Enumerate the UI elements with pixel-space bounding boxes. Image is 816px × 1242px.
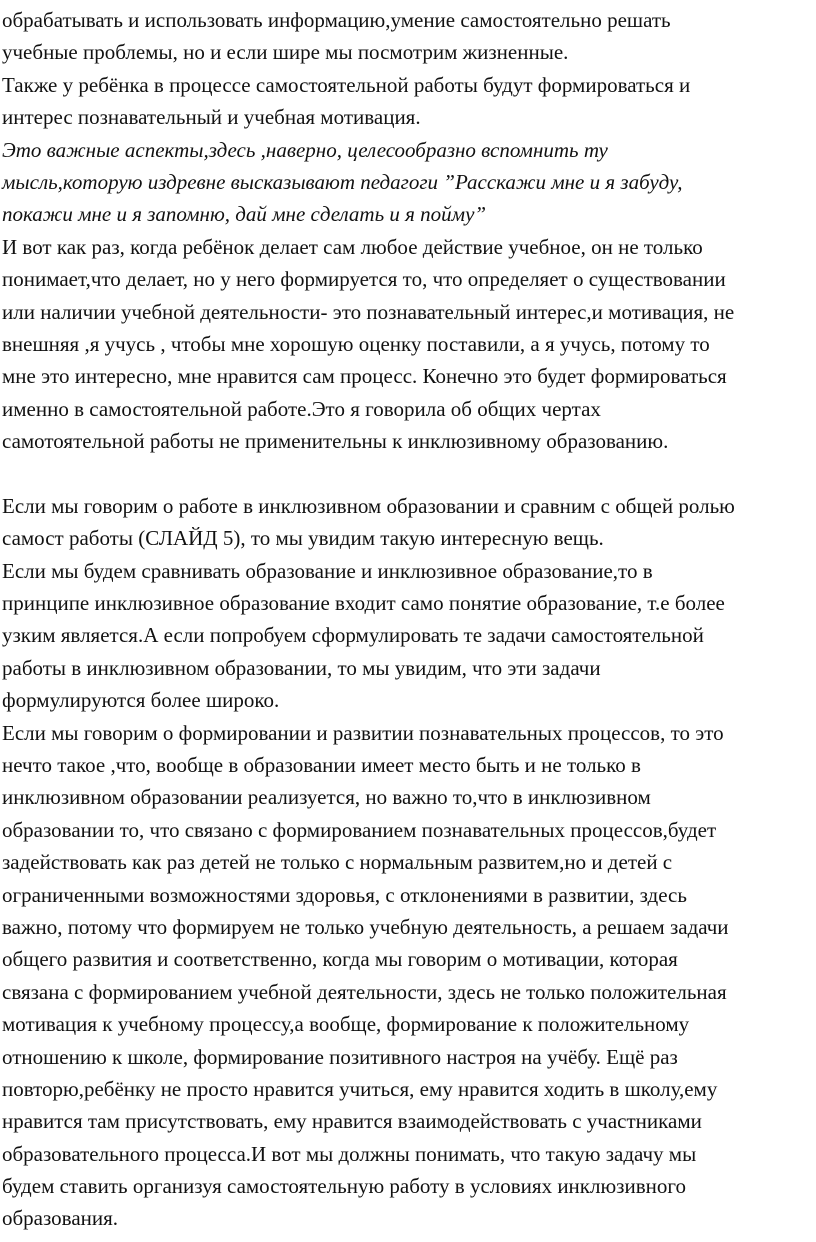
text-line: учебные проблемы, но и если шире мы посмотрим жизненные. [2,40,569,65]
text-line: Также у ребёнка в процессе самостоятельной работы будут формироваться и [2,72,691,97]
text-line: самотоятельной работы не применительны к инклюзивному образованию. [2,429,669,454]
text-line: инклюзивном образовании реализуется, но важно то,что в инклюзивном [2,785,651,810]
text-line: принципе инклюзивное образование входит само понятие образование, т.е более [2,591,725,616]
text-line: общего развития и соответственно, когда мы говорим о мотивации, которая [2,947,678,972]
text-line: узким является.А если попробуем сформулировать те задачи самостоятельной [2,623,704,648]
text-paragraph [2,490,816,555]
text-line: обрабатывать и использовать информацию,умение самостоятельно решать [2,8,671,32]
text-line: образовательного процесса.И вот мы должны понимать, что такую задачу мы [2,1141,697,1166]
text-line: Если мы говорим о формировании и развитии познавательных процессов, то это [2,720,724,745]
text-line: Если мы будем сравнивать образование и инклюзивное образование,то в [2,558,653,583]
text-line: покажи мне и я запомню, дай мне сделать и я пойму” [2,202,487,227]
text-line: нечто такое ,что, вообще в образовании имеет место быть и не только в [2,752,641,777]
text-line: именно в самостоятельной работе.Это я говорила об общих чертах [2,396,601,421]
text-line: образовании то, что связано с формированием познавательных процессов,будет [2,817,717,842]
text-line: будем ставить организуя самостоятельную работу в условиях инклюзивного [2,1174,686,1199]
text-line: внешняя ,я учусь , чтобы мне хорошую оценку поставили, а я учусь, потому то [2,331,710,356]
blank-line [2,457,816,489]
text-line: мысль,которую издревне высказывают педагоги ”Расскажи мне и я забуду, [2,169,683,194]
text-line: понимает,что делает, но у него формируется то, что определяет о существовании [2,267,726,292]
text-paragraph [2,231,816,458]
text-paragraph [2,69,816,134]
text-line: интерес познавательный и учебная мотивация. [2,105,421,130]
text-line: мне это интересно, мне нравится сам процесс. Конечно это будет формироваться [2,364,727,389]
italic-quote-paragraph [2,134,816,231]
text-line: важно, потому что формируем не только учебную деятельность, а решаем задачи [2,914,729,939]
text-line: нравится там присутствовать, ему нравится взаимодействовать с участниками [2,1109,702,1134]
text-paragraph [2,4,816,69]
text-line: Если мы говорим о работе в инклюзивном образовании и сравним с общей ролью [2,493,735,518]
text-paragraph [2,555,816,717]
text-line: ограниченными возможностями здоровья, с отклонениями в развитии, здесь [2,882,687,907]
text-line: задействовать как раз детей не только с нормальным развитем,но и детей с [2,850,673,875]
text-line: работы в инклюзивном образовании, то мы увидим, что эти задачи [2,655,601,680]
text-line: повторю,ребёнку не просто нравится учиться, ему нравится ходить в школу,ему [2,1076,718,1101]
text-line: связана с формированием учебной деятельности, здесь не только положительная [2,979,727,1004]
text-line: отношению к школе, формирование позитивного настроя на учёбу. Ещё раз [2,1044,678,1069]
text-line [2,457,816,489]
text-line: мотивация к учебному процессу,а вообще, формирование к положительному [2,1012,690,1037]
document-body [2,4,816,1235]
text-line: образования. [2,1206,119,1231]
text-line: формулируются более широко. [2,688,280,713]
text-line: И вот как раз, когда ребёнок делает сам любое действие учебное, он не только [2,234,703,259]
text-line: самост работы (СЛАЙД 5), то мы увидим такую интересную вещь. [2,526,604,551]
text-paragraph [2,717,816,1235]
text-line: или наличии учебной деятельности- это познавательный интерес,и мотивация, не [2,299,735,324]
text-line: Это важные аспекты,здесь ,наверно, целесообразно вспомнить ту [2,137,608,162]
